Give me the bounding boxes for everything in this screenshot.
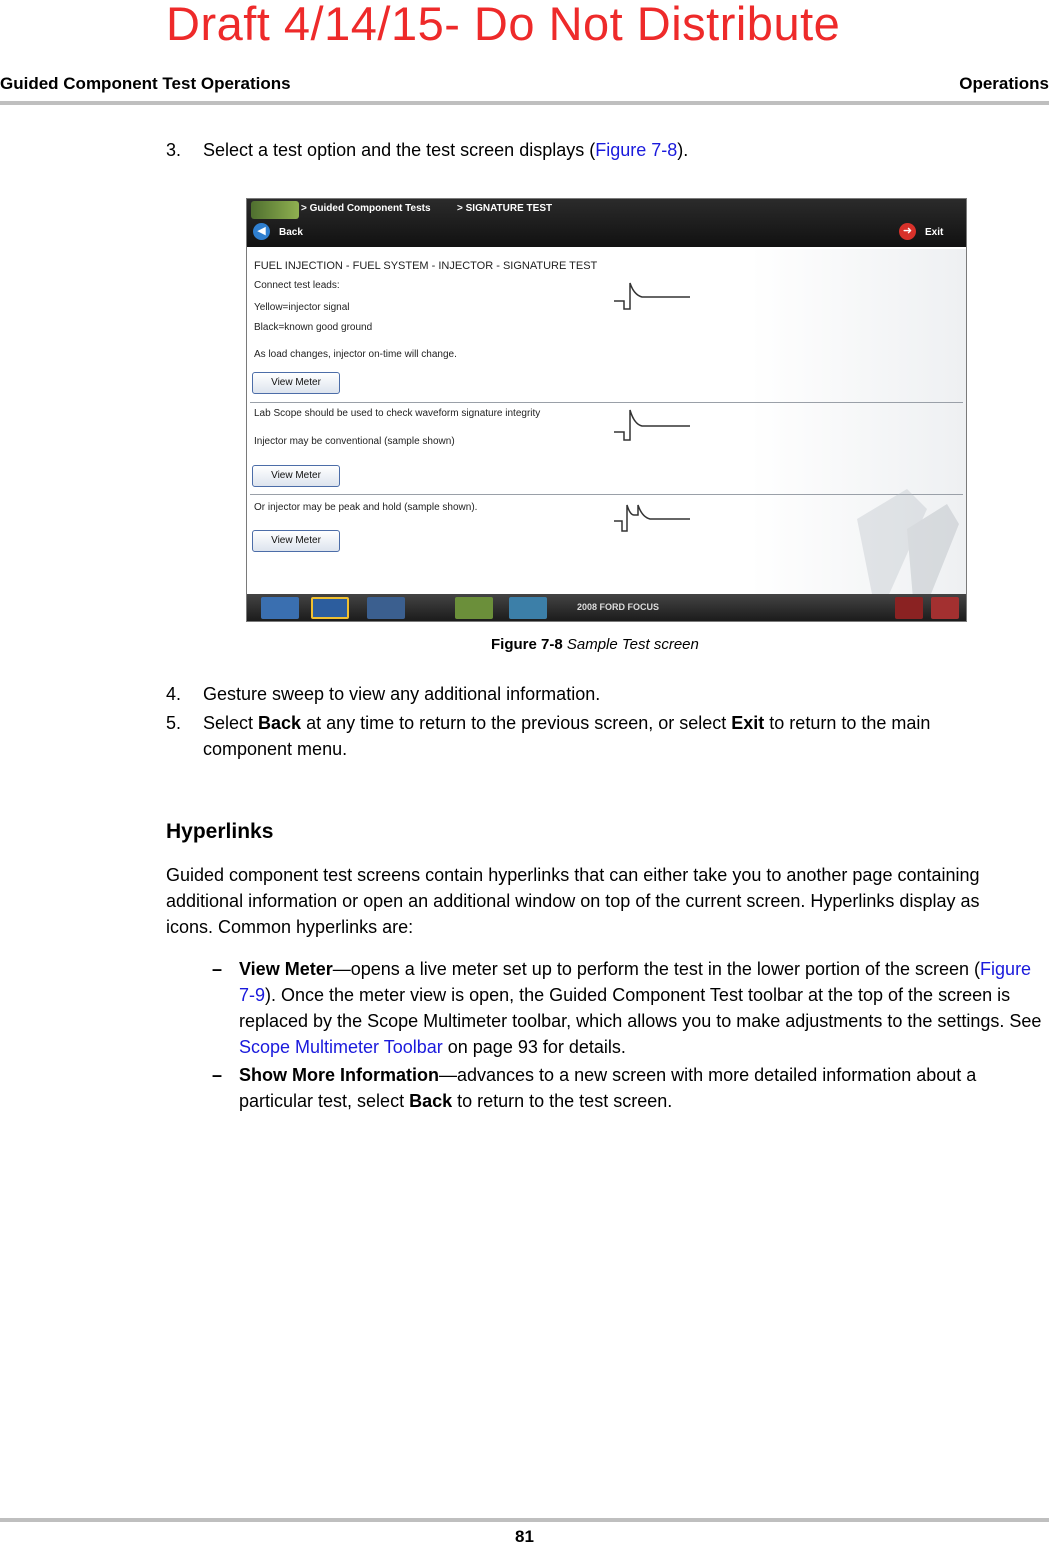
conventional-waveform-icon bbox=[612, 279, 692, 313]
section-heading-hyperlinks: Hyperlinks bbox=[166, 820, 274, 843]
test-content-panel bbox=[247, 249, 966, 594]
back-arrow-icon[interactable]: ◀ bbox=[253, 223, 270, 240]
tools-icon[interactable] bbox=[367, 597, 405, 619]
instruction-line: Or injector may be peak and hold (sample shown). bbox=[254, 502, 478, 513]
hyperlinks-intro: Guided component test screens contain hyperlinks that can either take you to another page containing additional information or open an additional window on top of the current screen. Hyperlinks display as icons. Common hyperlinks are: bbox=[166, 865, 980, 937]
step-number: 4. bbox=[166, 684, 182, 704]
step-text: Gesture sweep to view any additional information. bbox=[203, 684, 601, 704]
exit-arrow-icon[interactable]: ➜ bbox=[899, 223, 916, 240]
list-icon[interactable] bbox=[311, 597, 349, 619]
section-divider bbox=[250, 402, 963, 403]
device-bottom-toolbar bbox=[247, 594, 966, 622]
network-icon[interactable] bbox=[895, 597, 923, 619]
back-button[interactable]: Back bbox=[279, 227, 303, 238]
step-text: Select Back at any time to return to the previous screen, or select Exit to return to the main component menu. bbox=[203, 713, 931, 759]
step-number: 5. bbox=[166, 713, 182, 733]
exit-button[interactable]: Exit bbox=[925, 227, 944, 238]
injector-graphic-icon bbox=[847, 479, 962, 609]
sample-test-screenshot bbox=[246, 198, 967, 622]
header-rule bbox=[0, 101, 1049, 105]
device-toolbar bbox=[247, 199, 966, 247]
data-icon[interactable] bbox=[509, 597, 547, 619]
view-meter-button[interactable]: View Meter bbox=[252, 465, 340, 487]
instruction-line: Connect test leads: bbox=[254, 280, 340, 291]
view-meter-button[interactable]: View Meter bbox=[252, 530, 340, 552]
instruction-line: As load changes, injector on-time will change. bbox=[254, 349, 457, 360]
draft-watermark: Draft 4/14/15- Do Not Distribute bbox=[166, 0, 841, 50]
scope-icon[interactable] bbox=[455, 597, 493, 619]
instruction-line: Injector may be conventional (sample shown) bbox=[254, 436, 455, 447]
print-icon[interactable] bbox=[931, 597, 959, 619]
conventional-waveform-icon bbox=[612, 406, 692, 446]
running-header-chapter: Operations bbox=[959, 74, 1049, 93]
home-icon[interactable] bbox=[261, 597, 299, 619]
step-number: 3. bbox=[166, 140, 182, 160]
breadcrumb-signature-test[interactable]: > SIGNATURE TEST bbox=[457, 203, 553, 214]
peak-hold-waveform-icon bbox=[612, 501, 692, 535]
step-text: Select a test option and the test screen displays (Figure 7-8). bbox=[203, 140, 689, 160]
breadcrumb-guided-component-tests[interactable]: > Guided Component Tests bbox=[301, 203, 431, 214]
figure-7-9-link[interactable]: Figure 7-9 bbox=[239, 959, 1032, 1005]
page-number: 81 bbox=[515, 1527, 534, 1546]
test-title: FUEL INJECTION - FUEL SYSTEM - INJECTOR - SIGNATURE TEST bbox=[254, 260, 598, 272]
instruction-line: Lab Scope should be used to check waveform signature integrity bbox=[254, 408, 541, 419]
scope-multimeter-toolbar-link[interactable]: Scope Multimeter Toolbar bbox=[239, 1037, 443, 1057]
instruction-line: Black=known good ground bbox=[254, 322, 373, 333]
vehicle-id-label: 2008 FORD FOCUS bbox=[577, 602, 660, 612]
instruction-line: Yellow=injector signal bbox=[254, 302, 350, 313]
footer-rule bbox=[0, 1518, 1049, 1522]
vehicle-logo-icon bbox=[251, 201, 299, 219]
figure-caption: Figure 7-8 Sample Test screen bbox=[491, 636, 699, 653]
figure-7-8-link[interactable]: Figure 7-8 bbox=[595, 140, 678, 160]
running-header-section: Guided Component Test Operations bbox=[0, 74, 291, 93]
view-meter-button[interactable]: View Meter bbox=[252, 372, 340, 394]
